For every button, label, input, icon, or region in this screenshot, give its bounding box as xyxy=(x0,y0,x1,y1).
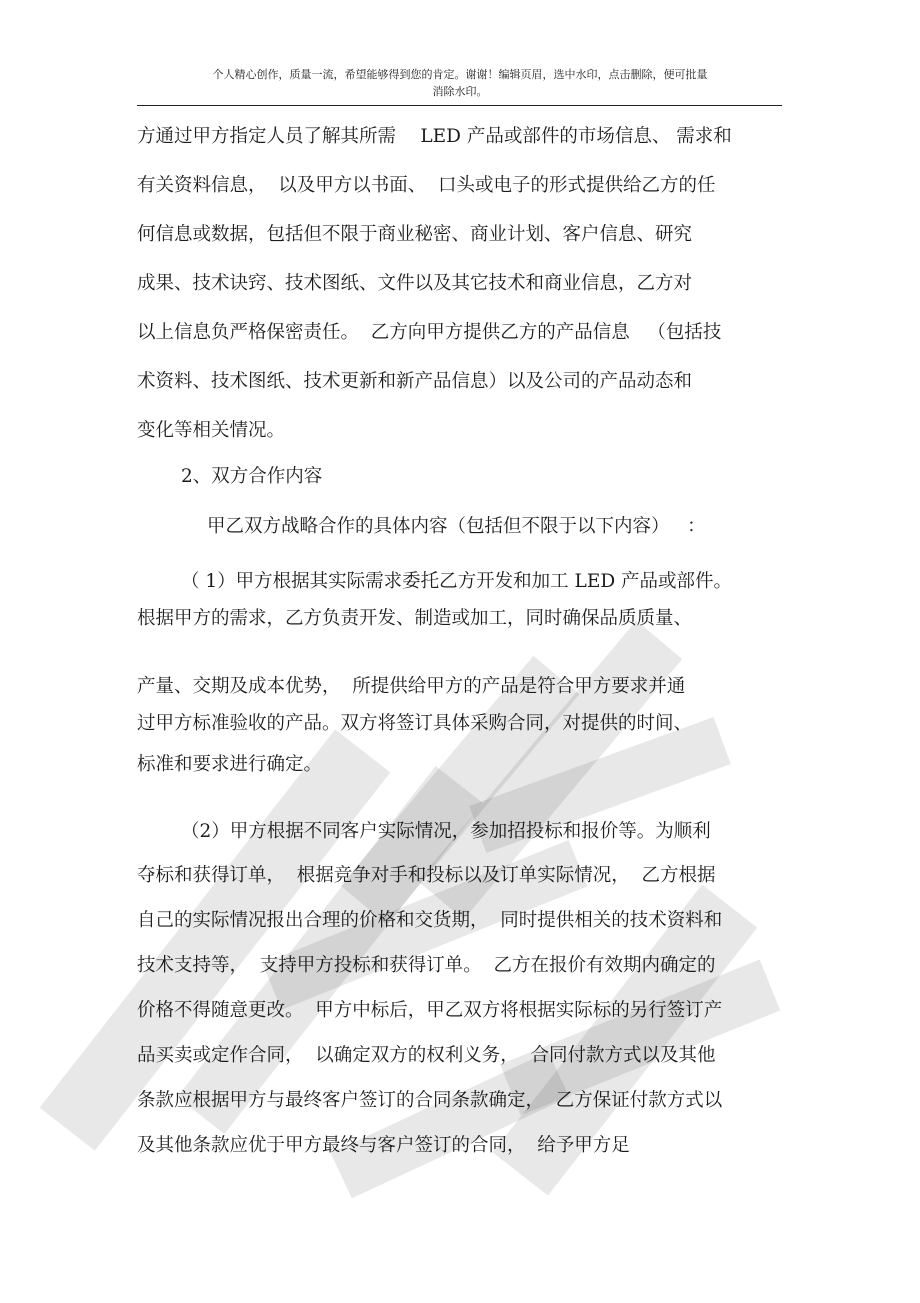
body-line: 以上信息负严格保密责任。 乙方向甲方提供乙方的产品信息 （包括技 xyxy=(137,322,722,343)
body-line: 变化等相关情况。 xyxy=(137,420,286,441)
section-heading: 2、双方合作内容 xyxy=(181,466,323,487)
body-line: 成果、技术诀窍、技术图纸、文件以及其它技术和商业信息，乙方对 xyxy=(137,273,693,294)
body-line: 自己的实际情况报出合理的价格和交货期， 同时提供相关的技术资料和 xyxy=(137,910,723,931)
body-line: 夺标和获得订单， 根据竞争对手和投标以及订单实际情况， 乙方根据 xyxy=(137,865,716,886)
body-line: 品买卖或定作合同， 以确定双方的权利义务， 合同付款方式以及其他 xyxy=(137,1045,716,1066)
body-line: 根据甲方的需求，乙方负责开发、制造或加工，同时确保品质质量、 xyxy=(137,608,693,629)
body-line: 条款应根据甲方与最终客户签订的合同条款确定， 乙方保证付款方式以 xyxy=(137,1090,723,1111)
page-header xyxy=(140,66,780,100)
body-line: 何信息或数据，包括但不限于商业秘密、商业计划、客户信息、研究 xyxy=(137,224,693,245)
header-notice-line-1: 个人精心创作，质量一流，希望能够得到您的肯定。谢谢！编辑页眉，选中水印，点击删除，便可批量 xyxy=(212,68,708,81)
body-line: 术资料、技术图纸、技术更新和新产品信息）以及公司的产品动态和 xyxy=(137,371,693,392)
body-line: 有关资料信息， 以及甲方以书面、 口头或电子的形式提供给乙方的任 xyxy=(137,175,716,196)
body-line: 产量、交期及成本优势， 所提供给甲方的产品是符合甲方要求并通 xyxy=(137,676,686,697)
body-line: 技术支持等， 支持甲方投标和获得订单。 乙方在报价有效期内确定的 xyxy=(137,955,716,976)
header-divider xyxy=(137,105,782,106)
clause-2-start: （2）甲方根据不同客户实际情况，参加招投标和报价等。为顺利 xyxy=(181,821,711,842)
body-line: 及其他条款应优于甲方最终与客户签订的合同， 给予甲方足 xyxy=(137,1135,630,1156)
clause-1-start: （ 1）甲方根据其实际需求委托乙方开发和加工 LED 产品或部件。 xyxy=(181,571,733,592)
body-line: 过甲方标准验收的产品。双方将签订具体采购合同，对提供的时间、 xyxy=(137,713,693,734)
body-line: 标准和要求进行确定。 xyxy=(137,754,323,775)
body-line: 方通过甲方指定人员了解其所需 LED 产品或部件的市场信息、 需求和 xyxy=(137,126,732,147)
body-line: 甲乙双方战略合作的具体内容（包括但不限于以下内容） ： xyxy=(207,516,706,537)
header-notice-line-2: 消除水印。 xyxy=(432,85,488,98)
body-line: 价格不得随意更改。 甲方中标后，甲乙双方将根据实际标的另行签订产 xyxy=(137,1000,723,1021)
